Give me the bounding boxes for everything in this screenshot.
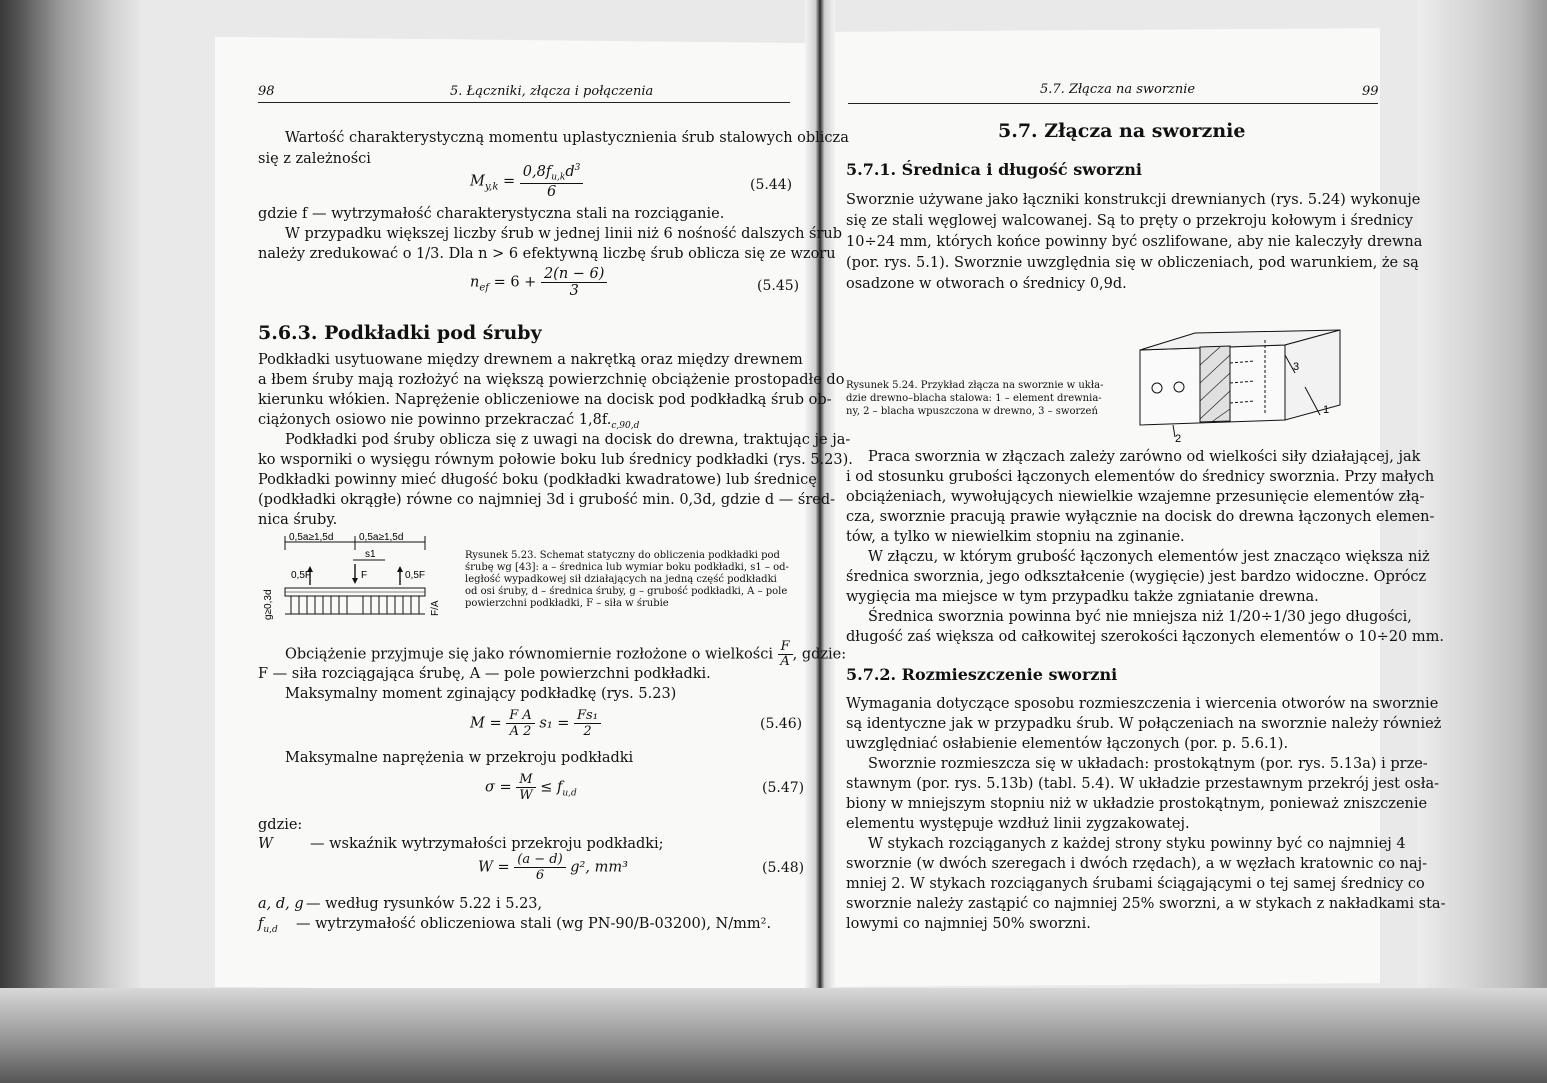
para-571b-line-6: W złączu, w którym grubość łączonych elementów jest znacząco większa niż [868,549,1430,565]
equation-label-5-46: (5.46) [760,716,803,732]
para-572-line-9: sworznie (w dwóch szeregach i dwóch rzędach), a w węzłach kratownic co naj- [846,856,1428,872]
scan-shadow-bottom [0,988,1547,1083]
equation-label-5-45: (5.45) [757,278,800,294]
fig523-dim-right: 0,5a≥1,5d [359,532,404,543]
figure-5-23-diagram [255,530,455,625]
para-572-line-8: W stykach rozciąganych z każdej strony styku powinny być co najmniej 4 [868,836,1406,852]
stress-intro: Maksymalne naprężenia w przekroju podkładki [285,750,634,766]
para-571-line-1: Sworznie używane jako łączniki konstrukcji drewnianych (rys. 5.24) wykonuje [846,192,1421,208]
def-adg-text: — według rysunków 5.22 i 5.23, [306,896,543,912]
fig523-load-left: 0,5F [291,570,312,581]
load-para-line-2: F — siła rozciągająca śrubę, A — pole powierzchni podkładki. [258,666,711,682]
para-563-line-1: Podkładki usytuowane między drewnem a nakrętką oraz między drewnem [258,352,803,368]
para-563-line-4: ciążonych osiowo nie powinno przekraczać $1,8f._{c,90,d}$ [258,412,640,431]
fig523-caption-4: od osi śruby, d – średnica śruby, g – grubość podkładki, A – pole [465,586,788,597]
def-fud-symbol: $f_{u,d}$ [258,916,278,935]
para-563b-line-4: (podkładki okrągłe) równe co najmniej 3d i grubość min. 0,3d, gdzie d — śred- [258,492,836,508]
para-563b-line-5: nica śruby. [258,512,338,528]
para-572-line-6: biony w mniejszym stopniu niż w układzie prostokątnym, ponieważ zniszczenie [846,796,1428,812]
para-571b-line-8: wygięcia ma miejsce w tym przypadku także zgniatanie drewna. [846,589,1319,605]
para-571b-line-10: długość zaś większa od całkowitej szerokości łączonych elementów o 10÷20 mm. [846,629,1444,645]
load-para-line-1: Obciążenie przyjmuje się jako równomiernie rozłożone o wielkości $\frac{F}{A}$ , gdzie: [285,639,847,669]
left-header-rule [258,102,790,103]
fig524-caption-3: ny, 2 – blacha wpuszczona w drewno, 3 – sworzeń [846,406,1098,417]
scan-shadow-left [0,0,140,1083]
w-definition: — wskaźnik wytrzymałości przekroju podkładki; [310,836,664,852]
fig524-caption-2: dzie drewno–blacha stalowa: 1 – element drewnia- [846,393,1102,404]
equation-label-5-44: (5.44) [750,177,793,193]
para-563-line-3: kierunku włókien. Naprężenie obliczeniowe na docisk pod podkładką śrub ob- [258,392,832,408]
para-572-line-12: lowymi co najmniej 50% sworzni. [846,916,1091,932]
equation-5-44: $M_{y,k}$ = $\frac{0,8f_{u,k}d^3}{6}$ [470,163,583,200]
fig524-label-1: 1 [1323,404,1330,416]
para-571-line-3: 10÷24 mm, których końce powinny być oszlifowane, aby nie kaleczyły drewna [846,234,1423,250]
para-571b-line-3: obciążeniach, wywołujących niewielkie wzajemne przesunięcie elementów złą- [846,489,1425,505]
right-header-rule [848,103,1378,104]
para-571-line-2: się ze stali węglowej walcowanej. Są to pręty o przekroju kołowym i średnicy [846,213,1413,229]
left-after-544-line-1: gdzie f — wytrzymałość charakterystyczna stali na rozciąganie. [258,206,725,222]
para-563b-line-3: Podkładki powinny mieć długość boku (podkładki kwadratowe) lub średnicę [258,472,817,488]
right-running-head: 5.7. Złącza na sworznie [1040,82,1196,97]
left-intro-line-1: Wartość charakterystyczną momentu uplastycznienia śrub stalowych oblicza [285,130,849,146]
equation-5-46: M = $\frac{\text{F A}}{A 2}$ s₁ = $\frac{\text{Fs₁}}{2}$ [470,708,601,739]
left-page-number: 98 [258,84,275,99]
figure-5-24-diagram [1135,325,1380,445]
para-571-line-4: (por. rys. 5.1). Sworznie uwzględnia się w obliczeniach, pod warunkiem, że są [846,255,1419,271]
w-symbol: W [258,836,273,852]
para-571b-line-2: i od stosunku grubości łączonych elementów do średnicy sworznia. Przy małych [846,469,1435,485]
fig523-caption-5: powierzchni podkładki, F – siła w śrubie [465,598,669,609]
para-572-line-5: stawnym (por. rys. 5.13b) (tabl. 5.4). W układzie przestawnym przekrój jest osła- [846,776,1439,792]
scan-shadow-right [1417,0,1547,1083]
fig524-label-3: 3 [1293,361,1300,373]
para-572-line-2: są identyczne jak w przypadku śrub. W połączeniach na sworznie należy również [846,716,1442,732]
def-adg-symbol: a, d, g [258,896,304,912]
section-heading-5-6-3: 5.6.3. Podkładki pod śruby [258,322,542,344]
left-running-head: 5. Łączniki, złącza i połączenia [450,84,654,99]
section-heading-5-7: 5.7. Złącza na sworznie [998,120,1246,142]
para-571-line-5: osadzone w otworach o średnicy 0,9d. [846,276,1127,292]
section-heading-5-7-2: 5.7.2. Rozmieszczenie sworzni [846,665,1118,684]
para-572-line-11: sworznie należy zastąpić co najmniej 25% sworzni, a w stykach z nakładkami sta- [846,896,1446,912]
fig523-caption-1: Rysunek 5.23. Schemat statyczny do obliczenia podkładki pod [465,550,780,561]
equation-5-45: $n_{ef} = 6$ + $\frac{2(n - 6)}{3}$ [470,266,607,299]
load-para-line-3: Maksymalny moment zginający podkładkę (rys. 5.23) [285,686,677,702]
para-572-line-10: mniej 2. W stykach rozciąganych śrubami ściągającymi o tej samej średnicy co [846,876,1425,892]
fig524-caption-1: Rysunek 5.24. Przykład złącza na sworznie w ukła- [846,380,1104,391]
fig523-dim-left: 0,5a≥1,5d [289,532,334,543]
para-572-line-7: elementu występuje wzdłuż linii zygzakowatej. [846,816,1190,832]
para-571b-line-7: średnica sworznia, jego odkształcenie (wygięcie) jest bardzo widoczne. Oprócz [846,569,1427,585]
left-intro-line-2: się z zależności [258,151,371,167]
para-572-line-4: Sworznie rozmieszcza się w układach: prostokątnym (por. rys. 5.13a) i prze- [868,756,1428,772]
fig523-caption-3: ległość wypadkowej sił działających na jedną część podkładki [465,574,777,585]
equation-5-47: σ = $\frac{M}{W}$ ≤ $f_{u,d}$ [485,772,577,803]
left-after-544-line-2: W przypadku większej liczby śrub w jednej linii niż 6 nośność dalszych śrub [285,226,843,242]
fig523-s1: s1 [365,549,376,560]
equation-5-48: W = $\frac{(a - d)}{6}$ g², mm³ [478,852,628,883]
fig523-fa-label: F/A [430,600,441,616]
def-fud-text: — wytrzymałość obliczeniowa stali (wg PN-90/B-03200), N/mm². [296,916,772,932]
left-after-544-line-3: należy zredukować o 1/3. Dla n > 6 efektywną liczbę śrub oblicza się ze wzoru [258,246,836,262]
equation-label-5-48: (5.48) [762,860,805,876]
para-572-line-3: uwzględniać osłabienie elementów łączonych (por. p. 5.6.1). [846,736,1289,752]
para-563b-line-2: ko wsporniki o wysięgu równym połowie boku lub średnicy podkładki (rys. 5.23). [258,452,853,468]
para-572-line-1: Wymagania dotyczące sposobu rozmieszczenia i wiercenia otworów na sworznie [846,696,1439,712]
fig523-load-right: 0,5F [405,570,426,581]
para-563-line-2: a łbem śruby mają rozłożyć na większą powierzchnię obciążenie prostopadłe do [258,372,845,388]
fig523-g-label: g≥0,3d [263,589,274,620]
fig523-load-mid: F [361,570,368,581]
para-571b-line-4: cza, sworznie pracują prawie wyłącznie na docisk do drewna łączonych elemen- [846,509,1435,525]
equation-label-5-47: (5.47) [762,780,805,796]
fig524-label-2: 2 [1175,433,1182,445]
para-571b-line-9: Średnica sworznia powinna być nie mniejsza niż 1/20÷1/30 jego długości, [868,609,1412,625]
para-571b-line-1: Praca sworznia w złączach zależy zarówno od wielkości siły działającej, jak [868,449,1421,465]
right-page-number: 99 [1362,84,1379,99]
section-heading-5-7-1: 5.7.1. Średnica i długość sworzni [846,160,1142,179]
para-571b-line-5: tów, a tylko w niewielkim stopniu na zginanie. [846,529,1185,545]
gdzie-label: gdzie: [258,817,303,833]
para-563b-line-1: Podkładki pod śruby oblicza się z uwagi na docisk do drewna, traktując je ja- [285,432,851,448]
fig523-caption-2: śrubę wg [43]: a – średnica lub wymiar boku podkładki, s1 – od- [465,562,789,573]
